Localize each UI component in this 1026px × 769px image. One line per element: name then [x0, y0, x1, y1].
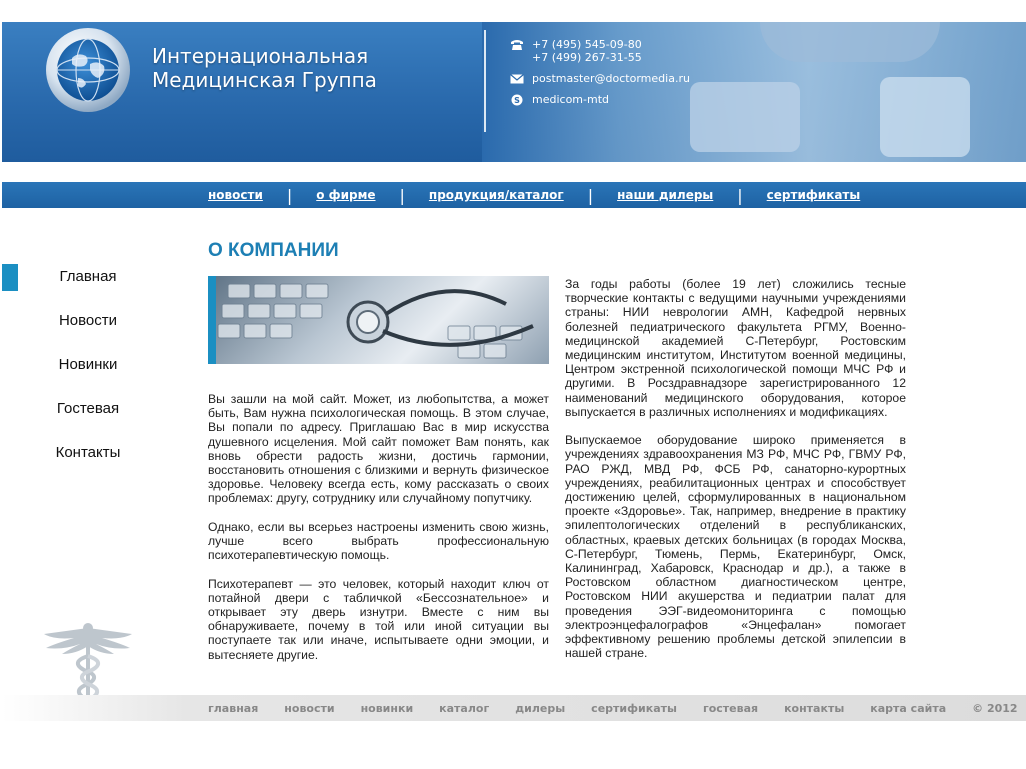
company-paragraph: Выпускаемое оборудование широко применяется в учреждениях здравоохранения МЗ РФ, МЧС РФ, ГВМУ РФ, РАО РЖД, МВД РФ, ФСБ РФ, санаторно-курортных учреждениях, реабилитационных центрах и способствует достижению целей, сформулированных в национальном проекте «Здоровье». Так, например, внедрение в практику эпилептологических отделений в республиканских, областных, краевых детских больницах (в городах Москва, С-Петербург, Тюмень, Пермь, Екатеринбург, Омск, Калининград, Хабаровск, Краснодар и др.), а также в Ростовском областном диагностическом центре, Ростовском НИИ акушерства и педиатрии палат для проведения ЭЭГ-видеомониторинга с помощью электроэнцефалографов «Энцефалан» помогает эффективному решению проблемы детской эпилепсии в нашей стране. [565, 433, 906, 661]
footer-link-catalog[interactable]: каталог [439, 702, 490, 715]
nav-item-dealers[interactable]: наши дилеры [617, 188, 714, 202]
header-photo-equipment [690, 82, 800, 152]
globe-logo-icon[interactable] [44, 26, 132, 114]
nav-separator: | [587, 185, 594, 205]
nav-item-about[interactable]: о фирме [316, 188, 376, 202]
footer-link-guestbook[interactable]: гостевая [702, 702, 759, 715]
company-name-line2: Медицинская Группа [152, 68, 377, 92]
top-nav [208, 186, 860, 204]
nav-separator: | [399, 185, 405, 205]
intro-paragraph: Психотерапевт — это человек, который находит ключ от потайной двери с табличкой «Бессознательное» и открывает эту дверь изнутри. Вместе с ним вы обнаруживаете, почему в той или иной ситуации вы поступаете так или иначе, испытываете одни эмоции, и вытесняете другие. [208, 576, 549, 662]
company-name[interactable] [152, 44, 377, 92]
sidebar-item-new-products[interactable]: Новинки [58, 356, 118, 373]
phone-icon [508, 38, 526, 51]
intro-paragraph: Вы зашли на мой сайт. Может, из любопытства, а может быть, Вам нужна психологическая помощь. В этом случае, Вы попали по адресу. Приглашаю Вас в мир искусства душевного исцеления. Мой сайт поможет Вам понять, как вновь обрести радость жизни, достичь гармонии, восстановить отношения с близкими и вернуть физическое здоровье. Человеку всегда есть, кому рассказать о своих проблемах: другу, сотруднику или случайному попутчику. [208, 392, 549, 506]
header-divider [484, 30, 486, 132]
company-text-column [565, 277, 906, 675]
nav-item-news[interactable]: новости [208, 188, 263, 202]
skype-icon [508, 93, 526, 106]
email-link[interactable]: postmaster@doctormedia.ru [532, 72, 690, 85]
footer-link-new-products[interactable]: новинки [360, 702, 414, 715]
header-photo-lamp [760, 22, 940, 62]
footer-nav [208, 702, 1026, 715]
stethoscope-keyboard-photo [208, 276, 549, 364]
footer-link-contacts[interactable]: контакты [784, 702, 845, 715]
contact-info [508, 38, 690, 114]
footer-link-sitemap[interactable]: карта сайта [870, 702, 947, 715]
nav-separator: | [286, 185, 293, 205]
email-icon [508, 72, 526, 85]
footer-link-news[interactable]: новости [284, 702, 335, 715]
sidebar-nav [20, 268, 156, 488]
sidebar-item-guestbook[interactable]: Гостевая [56, 400, 120, 417]
company-paragraph: За годы работы (более 19 лет) сложились тесные творческие контакты с ведущими научными учреждениями страны: НИИ неврологии АМН, Кафедрой нервных болезней педиатрического факультета РГМУ, Военно-медицинской академией С-Петербург, Ростовским медицинским институтом, Институтом военной медицины, Центром экстренной психологической помощи МЧС РФ и другими. В Росздравнадзоре зарегистрированного 12 наименований медицинского оборудования, которое выпускается в различных исполнениях и модификациях. [565, 277, 906, 419]
svg-text:S: S [514, 95, 520, 105]
nav-item-catalog[interactable]: продукция/каталог [428, 188, 564, 202]
intro-text-column [208, 392, 549, 676]
footer-link-home[interactable]: главная [208, 702, 259, 715]
company-name-line1: Интернациональная [152, 44, 369, 68]
nav-separator: | [737, 185, 743, 205]
page-title: О КОМПАНИИ [208, 240, 339, 261]
sidebar-item-home[interactable]: Главная [59, 268, 117, 285]
nav-item-certificates[interactable]: сертификаты [766, 188, 861, 202]
phone-2: +7 (499) 267-31-55 [532, 51, 642, 64]
skype-name[interactable]: medicom-mtd [532, 93, 609, 106]
copyright: © 2012 [972, 702, 1018, 715]
phone-1: +7 (495) 545-09-80 [532, 38, 642, 51]
footer-link-certificates[interactable]: сертификаты [591, 702, 677, 715]
footer-link-dealers[interactable]: дилеры [515, 702, 566, 715]
header-photo-equipment-2 [880, 77, 970, 157]
sidebar-item-news[interactable]: Новости [58, 312, 118, 329]
sidebar-item-contacts[interactable]: Контакты [55, 444, 121, 461]
intro-paragraph: Однако, если вы всерьез настроены изменить свою жизнь, лучше всего выбрать профессиональную психотерапевтическую помощь. [208, 519, 549, 563]
sidebar-active-marker [2, 264, 18, 291]
